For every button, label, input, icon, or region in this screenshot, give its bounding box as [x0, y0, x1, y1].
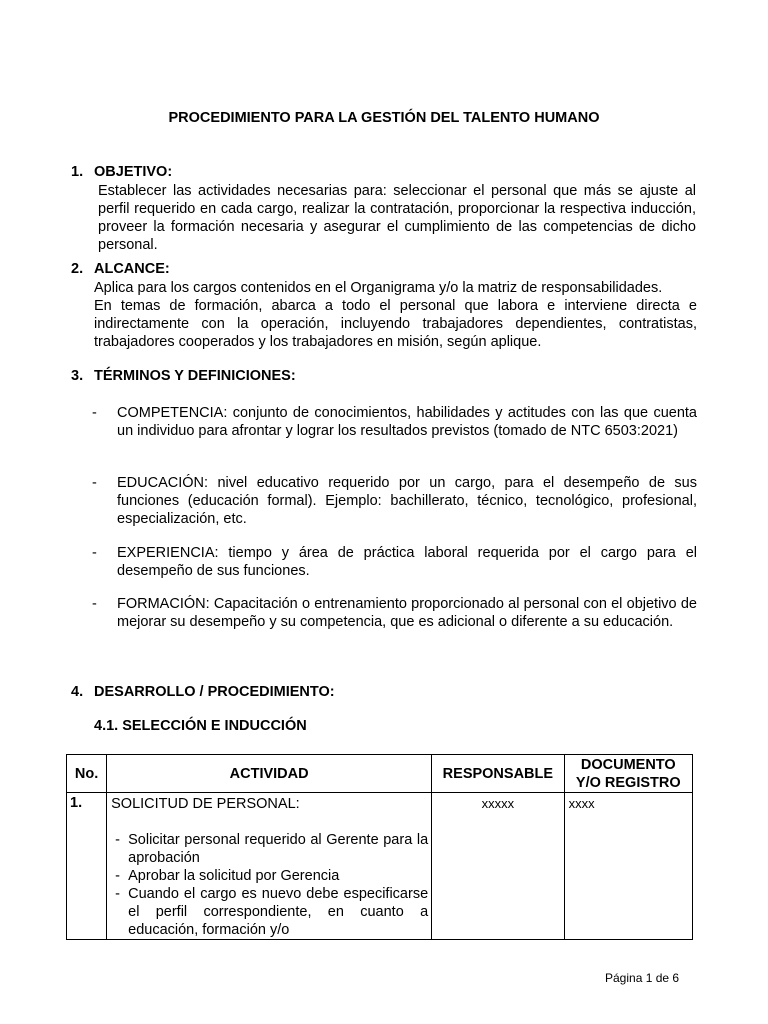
- activity-item-text: Cuando el cargo es nuevo debe especificarse el perfil correspondiente, en cuanto a educación, formación y/o: [128, 886, 429, 938]
- activities-table: [66, 754, 693, 940]
- activity-item-text: Solicitar personal requerido al Gerente para la aprobación: [128, 832, 429, 866]
- alcance-text-1: Aplica para los cargos contenidos en el Organigrama y/o la matriz de responsabilidades.: [94, 280, 663, 296]
- activity-item: [111, 831, 428, 867]
- bullet-dash: -: [92, 545, 97, 561]
- section-number: 1.: [71, 164, 84, 180]
- definition-text: FORMACIÓN: Capacitación o entrenamiento proporcionado al personal con el objetivo de mejorar su desempeño y su competencia, que es adicional o diferente a su educación.: [117, 596, 697, 630]
- section-heading-text: ALCANCE:: [94, 261, 170, 277]
- section-heading-text: DESARROLLO / PROCEDIMIENTO:: [94, 684, 335, 700]
- activity-item-text: Aprobar la solicitud por Gerencia: [128, 868, 340, 884]
- header-documento-line-2: Y/O REGISTRO: [575, 774, 681, 791]
- row-activity: [107, 793, 432, 940]
- bullet-dash: -: [92, 405, 97, 421]
- bullet-dash: -: [115, 868, 120, 884]
- document-title: PROCEDIMIENTO PARA LA GESTIÓN DEL TALENTO HUMANO: [168, 110, 600, 126]
- definition-item-educacion: [92, 474, 697, 530]
- bullet-dash: -: [115, 832, 120, 848]
- section-objetivo-heading: [71, 164, 172, 180]
- definition-item-experiencia: [92, 544, 697, 582]
- table-header-row: [67, 755, 693, 793]
- definition-text: EXPERIENCIA: tiempo y área de práctica laboral requerida por el cargo para el desempeño de sus funciones.: [117, 545, 697, 579]
- section-number: 4.: [71, 684, 84, 700]
- table-row: [67, 793, 693, 940]
- bullet-dash: -: [115, 886, 120, 902]
- section-heading-text: TÉRMINOS Y DEFINICIONES:: [94, 368, 296, 384]
- row-responsable: xxxxx: [432, 793, 564, 940]
- section-alcance-heading: [71, 261, 170, 277]
- header-responsable: RESPONSABLE: [432, 755, 564, 793]
- page-number: Página 1 de 6: [605, 971, 680, 985]
- section-number: 2.: [71, 261, 84, 277]
- section-terminos-heading: [71, 368, 296, 384]
- definition-item-competencia: [92, 404, 697, 460]
- objetivo-text: Establecer las actividades necesarias para: seleccionar el personal que más se ajuste al perfil requerido en cada cargo, realizar la contratación, proporcionar la respectiva inducción, proveer la formación necesaria y asegurar el cumplimiento de las competencias de dicho personal.: [98, 183, 696, 253]
- definition-text: COMPETENCIA: conjunto de conocimientos, habilidades y actitudes con las que cuenta un individuo para afrontar y lograr los resultados previstos (tomado de NTC 6503:2021): [117, 405, 697, 439]
- section-desarrollo-heading: [71, 684, 335, 700]
- bullet-dash: -: [92, 596, 97, 612]
- activity-title: SOLICITUD DE PERSONAL:: [111, 796, 300, 812]
- header-documento: [564, 755, 692, 793]
- section-number: 3.: [71, 368, 84, 384]
- definition-item-formacion: [92, 595, 697, 651]
- activity-item: [111, 885, 428, 939]
- header-documento-line-1: DOCUMENTO: [580, 756, 676, 773]
- row-documento: xxxx: [564, 793, 692, 940]
- section-heading-text: OBJETIVO:: [94, 164, 173, 180]
- header-actividad: ACTIVIDAD: [107, 755, 432, 793]
- row-number: 1.: [67, 793, 107, 940]
- definition-text: EDUCACIÓN: nivel educativo requerido por un cargo, para el desempeño de sus funciones (educación formal). Ejemplo: bachillerato, técnico, tecnológico, profesional, especialización, etc.: [117, 475, 697, 527]
- activity-item: [111, 867, 428, 885]
- bullet-dash: -: [92, 475, 97, 491]
- alcance-text-2: En temas de formación, abarca a todo el personal que labora e interviene directa e indirectamente con la operación, incluyendo trabajadores dependientes, contratistas, trabajadores cooperados y los trabajadores en misión, según aplique.: [94, 298, 697, 350]
- header-no: No.: [67, 755, 107, 793]
- subsection-heading: 4.1. SELECCIÓN E INDUCCIÓN: [94, 718, 307, 734]
